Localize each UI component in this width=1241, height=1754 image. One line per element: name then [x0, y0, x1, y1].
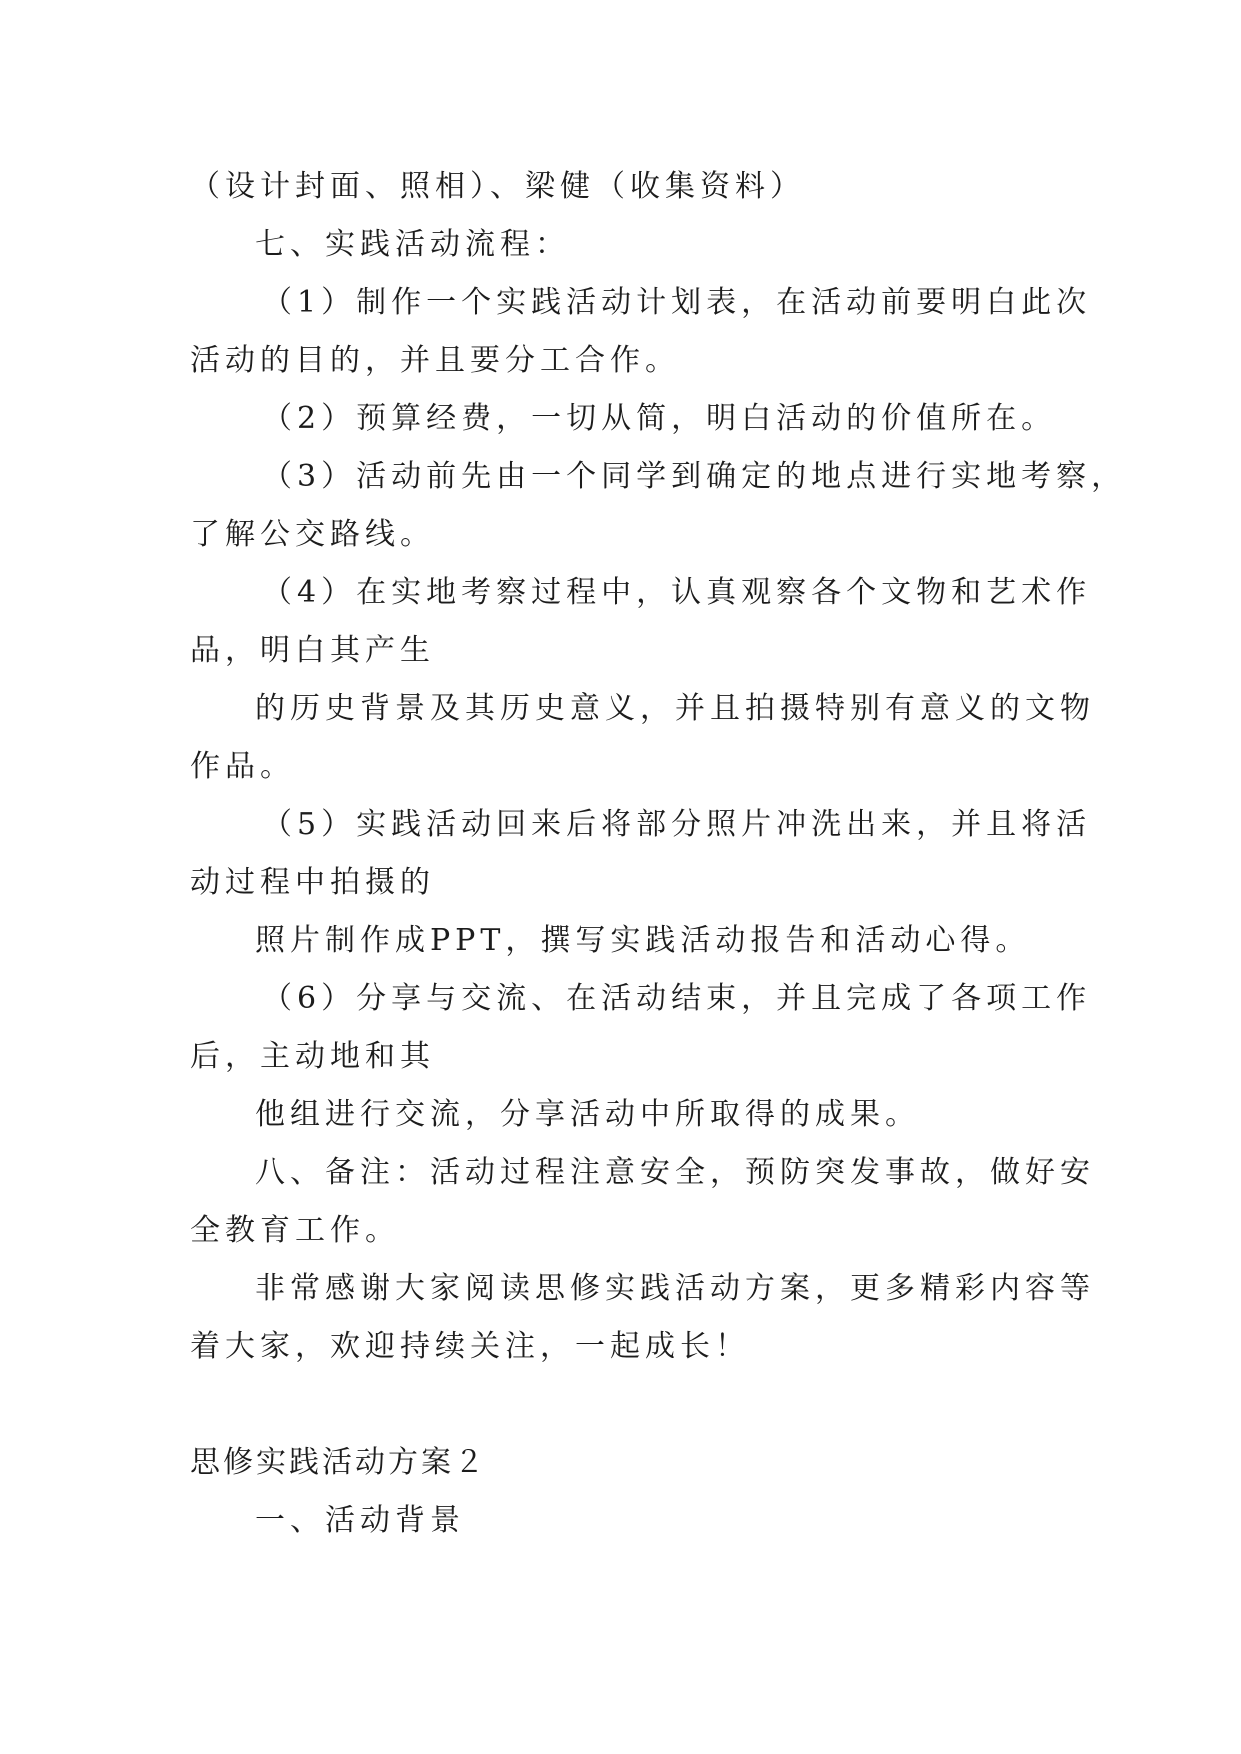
list-item-text: （6）分享与交流、在活动结束，并且完成了各项工作 — [262, 981, 1092, 1016]
text-line: 后，主动地和其 — [190, 1039, 435, 1074]
list-item-text: （4）在实地考察过程中，认真观察各个文物和艺术作 — [262, 575, 1092, 610]
text-line: 活动的目的，并且要分工合作。 — [190, 343, 680, 378]
text-line: 的历史背景及其历史意义，并且拍摄特别有意义的文物 — [255, 691, 1095, 726]
text-line: 了解公交路线。 — [190, 517, 435, 552]
document-title: 思修实践活动方案２ — [190, 1445, 487, 1480]
list-item-text: （5）实践活动回来后将部分照片冲洗出来，并且将活 — [262, 807, 1092, 842]
text-line: 他组进行交流，分享活动中所取得的成果。 — [255, 1097, 920, 1132]
section-heading: 八、备注：活动过程注意安全，预防突发事故，做好安 — [255, 1155, 1095, 1190]
text-line: 作品。 — [190, 749, 295, 784]
text-line: 照片制作成PPT，撰写实践活动报告和活动心得。 — [255, 923, 1031, 958]
closing-text: 着大家，欢迎持续关注，一起成长！ — [190, 1329, 750, 1364]
section-heading: 一、活动背景 — [255, 1503, 465, 1538]
section-heading: 七、实践活动流程： — [255, 227, 570, 262]
closing-text: 非常感谢大家阅读思修实践活动方案，更多精彩内容等 — [255, 1271, 1095, 1306]
list-item-text: （1）制作一个实践活动计划表，在活动前要明白此次 — [262, 285, 1092, 320]
text-line: 品，明白其产生 — [190, 633, 435, 668]
list-item-text: （2）预算经费，一切从简，明白活动的价值所在。 — [262, 401, 1057, 436]
text-line: （设计封面、照相）、梁健（收集资料） — [190, 169, 805, 204]
text-line: 全教育工作。 — [190, 1213, 400, 1248]
text-line: 动过程中拍摄的 — [190, 865, 435, 900]
list-item-text: （3）活动前先由一个同学到确定的地点进行实地考察， — [262, 459, 1127, 494]
